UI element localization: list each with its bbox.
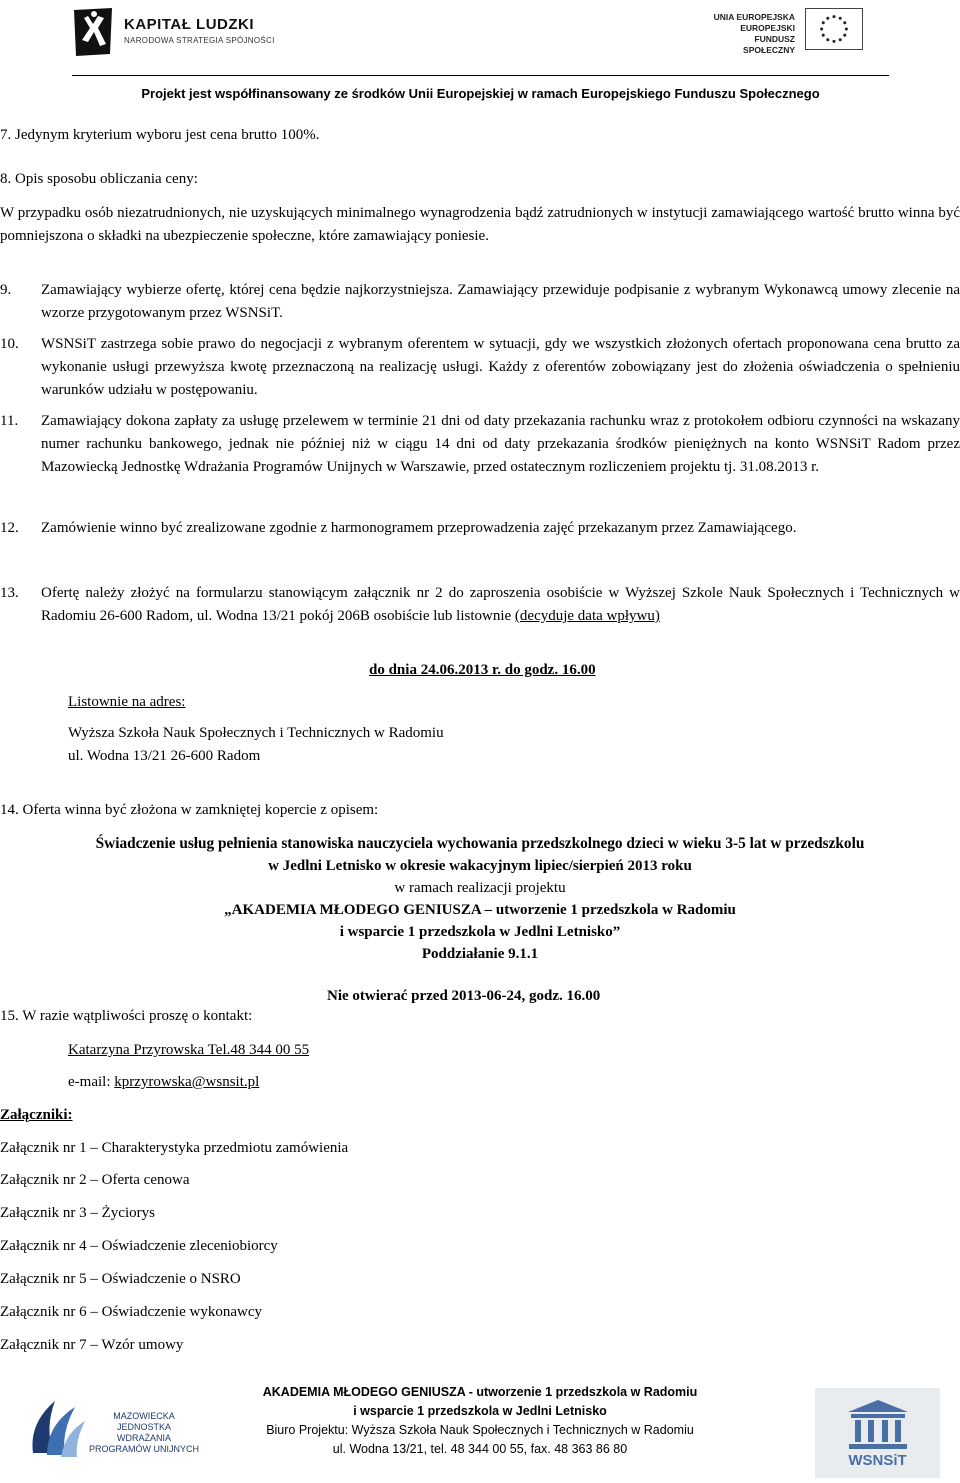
envelope-line4: „AKADEMIA MŁODEGO GENIUSZA – utworzenie 1 przedszkola w Radomiu <box>224 902 736 918</box>
email-label: e-mail: <box>68 1074 115 1090</box>
eu-line3: FUNDUSZ SPOŁECZNY <box>743 34 795 55</box>
item-13-text: Ofertę należy złożyć na formularzu stanowiącym załącznik nr 2 do zaproszenia osobiście w Wyższej Szkole Nauk Społecznych i Technicznych w Radomiu 26-600 Radom, ul. Wodna 13/21 pokój 206B osobiście lub listownie <box>41 585 960 624</box>
item-8-title: 8. Opis sposobu obliczania ceny: <box>0 171 198 187</box>
email-link[interactable]: kprzyrowska@wsnsit.pl <box>114 1074 260 1090</box>
eu-logo-text <box>705 12 795 56</box>
postal-address-line1: Wyższa Szkoła Nauk Społecznych i Technicznych w Radomiu <box>68 725 444 741</box>
header-divider <box>72 75 889 76</box>
wsnsit-logo <box>815 1388 940 1478</box>
contact-email-row <box>68 1071 259 1094</box>
item-14: 14. Oferta winna być złożona w zamkniętej kopercie z opisem: <box>0 802 379 818</box>
kapital-ludzki-title: KAPITAŁ LUDZKI <box>124 16 255 33</box>
cofinance-statement: Projekt jest współfinansowany ze środków Unii Europejskiej w ramach Europejskiego Funduszu Społecznego <box>141 86 820 101</box>
envelope-line5: i wsparcie 1 przedszkola w Jedlni Letnisko” <box>339 924 621 940</box>
attachment-item: Załącznik nr 4 – Oświadczenie zleceniobiorcy <box>0 1238 278 1254</box>
kapital-ludzki-logo <box>70 6 275 62</box>
envelope-line7: Nie otwierać przed 2013-06-24, godz. 16.00 <box>327 988 601 1004</box>
eu-flag-icon <box>805 8 863 50</box>
building-columns-icon <box>843 1398 913 1450</box>
item-10-number: 10. <box>0 336 19 352</box>
item-9-number: 9. <box>0 282 12 298</box>
eu-line1: UNIA EUROPEJSKA <box>713 12 795 22</box>
envelope-line3: w ramach realizacji projektu <box>394 880 566 896</box>
item-13-body <box>41 582 960 628</box>
mj-line2: WDRAŻANIA <box>117 1433 171 1443</box>
footer-text <box>250 1383 710 1459</box>
mj-line3: PROGRAMÓW UNIJNYCH <box>89 1444 199 1454</box>
item-13-number: 13. <box>0 585 19 601</box>
attachment-item: Załącznik nr 7 – Wzór umowy <box>0 1337 184 1353</box>
envelope-line2: w Jedlni Letnisko w okresie wakacyjnym lipiec/sierpień 2013 roku <box>268 858 692 874</box>
attachment-item: Załącznik nr 2 – Oferta cenowa <box>0 1172 190 1188</box>
eu-logo <box>705 6 865 62</box>
attachment-item: Załącznik nr 5 – Oświadczenie o NSRO <box>0 1271 241 1287</box>
item-11-body: Zamawiający dokona zapłaty za usługę przelewem w terminie 21 dni od daty przekazania rachunku wraz z protokołem odbioru czynności na wskazany numer rachunku bankowego, jednak nie później niż w ciągu 14 dni od daty przekazania środków pieniężnych na konto WSNSiT Radom przez Mazowiecką Jednostkę Wdrażania Programów Unijnych w Warszawie, przed ostatecznym rozliczeniem projektu tj. 31.08.2013 r. <box>41 413 960 475</box>
item-15: 15. W razie wątpliwości proszę o kontakt: <box>0 1008 253 1024</box>
item-11-number: 11. <box>0 413 19 429</box>
contact-person: Katarzyna Przyrowska Tel.48 344 00 55 <box>68 1042 310 1058</box>
eu-line2: EUROPEJSKI <box>740 23 795 33</box>
postal-address-line2: ul. Wodna 13/21 26-600 Radom <box>68 748 261 764</box>
deadline-text: do dnia 24.06.2013 r. do godz. 16.00 <box>369 662 596 678</box>
mjwpu-emblem-icon <box>25 1393 87 1463</box>
footer-line3: Biuro Projektu: Wyższa Szkoła Nauk Społecznych i Technicznych w Radomiu <box>266 1423 694 1437</box>
mj-line1: MAZOWIECKA JEDNOSTKA <box>113 1411 175 1432</box>
attachment-item: Załącznik nr 3 – Życiorys <box>0 1205 155 1221</box>
kapital-ludzki-emblem-icon <box>70 6 116 58</box>
item-7: 7. Jedynym kryterium wyboru jest cena brutto 100%. <box>0 127 320 143</box>
footer-line2: i wsparcie 1 przedszkola w Jedlni Letnisko <box>353 1404 607 1418</box>
postal-label: Listownie na adres: <box>68 694 186 710</box>
footer-line1: AKADEMIA MŁODEGO GENIUSZA - utworzenie 1 przedszkola w Radomiu <box>262 1385 698 1399</box>
item-12-number: 12. <box>0 520 19 536</box>
mazowiecka-jednostka-logo <box>25 1385 200 1470</box>
item-10-body: WSNSiT zastrzega sobie prawo do negocjacji z wybranym oferentem w sytuacji, gdy we wszystkich złożonych ofertach proponowana cena brutto za wykonanie usługi przewyższa kwotę przeznaczoną na realizację usługi. Każdy z oferentów zobowiązany jest do złożenia oświadczenia o spełnieniu warunków udziału w postępowaniu. <box>41 336 960 398</box>
attachments-title: Załączniki: <box>0 1107 73 1123</box>
item-13-underlined: (decyduje data wpływu) <box>514 608 660 624</box>
envelope-line1: Świadczenie usług pełnienia stanowiska nauczyciela wychowania przedszkolnego dzieci w wieku 3-5 lat w przedszkolu <box>95 835 865 852</box>
attachment-item: Załącznik nr 1 – Charakterystyka przedmiotu zamówienia <box>0 1140 349 1156</box>
envelope-line6: Poddziałanie 9.1.1 <box>421 946 539 962</box>
item-8-body: W przypadku osób niezatrudnionych, nie uzyskujących minimalnego wynagrodzenia bądź zatrudnionych w instytucji zamawiającego wartość brutto winna być pomniejszona o składki na ubezpieczenie społeczne, które zamawiający poniesie. <box>0 205 960 244</box>
attachment-item: Załącznik nr 6 – Oświadczenie wykonawcy <box>0 1304 262 1320</box>
kapital-ludzki-subtitle: NARODOWA STRATEGIA SPÓJNOŚCI <box>124 36 275 45</box>
item-9-body: Zamawiający wybierze ofertę, której cena będzie najkorzystniejsza. Zamawiający przewiduje podpisanie z wybranym Wykonawcą umowy zlecenie na wzorze przygotowanym przez WSNSiT. <box>41 282 960 321</box>
footer-line4: ul. Wodna 13/21, tel. 48 344 00 55, fax. 48 363 86 80 <box>332 1442 628 1456</box>
item-12-body: Zamówienie winno być zrealizowane zgodnie z harmonogramem przeprowadzenia zajęć przekazanym przez Zamawiającego. <box>41 520 797 536</box>
wsnsit-logo-text: WSNSiT <box>848 1452 907 1469</box>
